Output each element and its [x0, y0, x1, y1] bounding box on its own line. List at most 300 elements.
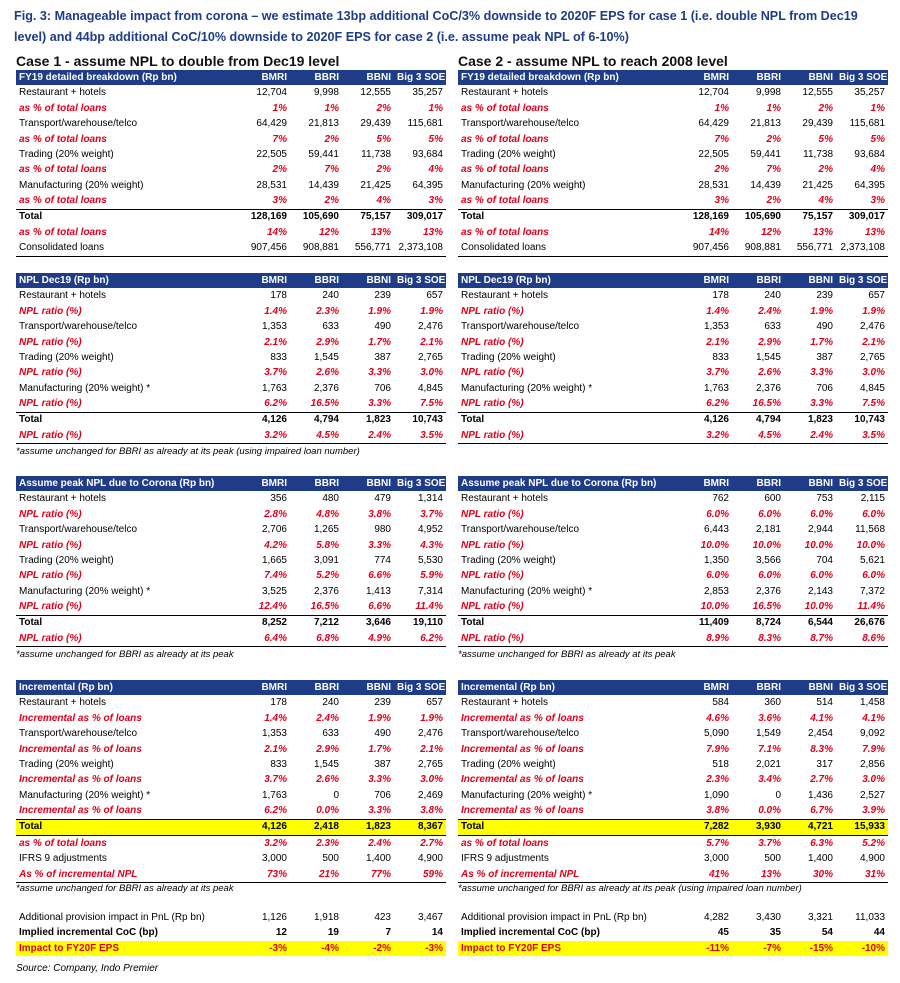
table-row — [16, 835, 446, 851]
cell-value: 35 — [769, 927, 781, 939]
cell-value: 706 — [374, 789, 391, 801]
row-label: Total — [458, 412, 680, 428]
cell-value: 4.1% — [810, 712, 833, 724]
cell-value: 1.9% — [420, 305, 443, 317]
cell-value: 3.7% — [264, 774, 287, 786]
cell-value: 4,794 — [732, 412, 784, 428]
row-label: Manufacturing (20% weight) * — [461, 789, 593, 801]
row-label: NPL ratio (%) — [16, 428, 238, 444]
case2-summary-table — [458, 910, 888, 956]
cell-value: 2.4% — [368, 837, 391, 849]
summary-row — [16, 910, 446, 925]
cell-value: 14 — [431, 927, 443, 939]
cell-value: 3% — [870, 195, 885, 207]
column-header: BBNI — [784, 70, 836, 85]
row-label: Additional provision impact in PnL (Rp bn) — [461, 911, 647, 923]
cell-value: 13% — [732, 867, 784, 883]
cell-value: 7.9% — [706, 743, 729, 755]
cell-value: 28,531 — [256, 179, 287, 191]
cell-value: 1,665 — [261, 554, 287, 566]
cell-value: 2,115 — [860, 493, 885, 505]
cell-value: 4% — [376, 195, 391, 207]
row-label: Trading (20% weight) — [19, 554, 114, 566]
table-row — [458, 85, 888, 100]
cell-value: 2% — [324, 133, 339, 145]
table-row — [458, 819, 888, 835]
cell-value: 6.0% — [758, 508, 781, 520]
cell-value: 105,690 — [290, 209, 342, 225]
cell-value: 1,823 — [784, 412, 836, 428]
cell-value: 7% — [272, 133, 287, 145]
table-row — [16, 631, 446, 647]
cell-value: 2,853 — [703, 585, 729, 597]
cell-value: 657 — [868, 290, 885, 302]
table-row — [16, 381, 446, 396]
case2-peak-note: *assume unchanged for BBRI as already at its peak — [458, 649, 676, 660]
cell-value: 753 — [816, 493, 833, 505]
cell-value: 4,900 — [859, 853, 885, 865]
table-header-row — [16, 70, 446, 85]
row-label: Manufacturing (20% weight) * — [19, 585, 151, 597]
cell-value: 2.3% — [316, 837, 339, 849]
row-label: Trading (20% weight) — [461, 351, 556, 363]
cell-value: 2% — [818, 102, 833, 114]
cell-value: 4.3% — [420, 539, 443, 551]
row-label: Transport/warehouse/telco — [461, 321, 580, 333]
cell-value: 10,743 — [836, 412, 888, 428]
row-label: Manufacturing (20% weight) * — [461, 585, 593, 597]
row-label: Implied incremental CoC (bp) — [19, 927, 158, 939]
cell-value: 2,021 — [755, 758, 781, 770]
column-header: Big 3 SOE — [836, 476, 888, 491]
cell-value: 1,400 — [807, 853, 833, 865]
table-row — [16, 522, 446, 537]
table-row — [458, 209, 888, 225]
cell-value: 1,545 — [313, 351, 339, 363]
cell-value: 657 — [426, 697, 443, 709]
cell-value: 2,706 — [261, 524, 287, 536]
cell-value: 8.3% — [732, 631, 784, 647]
column-header: BBNI — [784, 476, 836, 491]
cell-value: 2.1% — [862, 336, 885, 348]
cell-value: 45 — [717, 927, 729, 939]
cell-value: 3.3% — [810, 398, 833, 410]
cell-value: 633 — [764, 321, 781, 333]
cell-value: 5.2% — [316, 570, 339, 582]
cell-value: 3% — [428, 195, 443, 207]
cell-value: 14% — [708, 226, 729, 238]
cell-value: -2% — [342, 941, 394, 956]
table-header-row — [16, 273, 446, 288]
cell-value: 6.4% — [238, 631, 290, 647]
cell-value: 178 — [270, 697, 287, 709]
cell-value: 387 — [374, 351, 391, 363]
cell-value: 128,169 — [680, 209, 732, 225]
table-row — [458, 335, 888, 350]
cell-value: 8.3% — [810, 743, 833, 755]
cell-value: 833 — [712, 351, 729, 363]
row-label: Consolidated loans — [458, 240, 680, 256]
cell-value: 2.9% — [758, 336, 781, 348]
table-title-cell: Assume peak NPL due to Corona (Rp bn) — [16, 476, 238, 491]
cell-value: 1.4% — [264, 712, 287, 724]
cell-value: 360 — [764, 697, 781, 709]
cell-value: 4,126 — [680, 412, 732, 428]
cell-value: 1.7% — [810, 336, 833, 348]
table-title-cell: Incremental (Rp bn) — [458, 680, 680, 695]
row-label: as % of total loans — [19, 195, 107, 207]
cell-value: 317 — [816, 758, 833, 770]
table-row — [458, 726, 888, 741]
cell-value: -3% — [394, 941, 446, 956]
cell-value: 3.3% — [368, 805, 391, 817]
cell-value: 356 — [270, 493, 287, 505]
table-row — [458, 101, 888, 116]
cell-value: 1.9% — [368, 712, 391, 724]
cell-value: 1,126 — [261, 911, 287, 923]
cell-value: 6.0% — [810, 508, 833, 520]
cell-value: 105,690 — [732, 209, 784, 225]
table-row — [16, 599, 446, 615]
table-row — [16, 851, 446, 866]
cell-value: 4,845 — [859, 382, 885, 394]
row-label: Restaurant + hotels — [461, 87, 548, 99]
cell-value: 3,646 — [342, 615, 394, 631]
cell-value: 1,314 — [417, 493, 443, 505]
cell-value: -3% — [238, 941, 290, 956]
cell-value: 14,439 — [308, 179, 339, 191]
table-title-cell: NPL Dec19 (Rp bn) — [16, 273, 238, 288]
cell-value: 6.8% — [290, 631, 342, 647]
table-row — [458, 615, 888, 631]
table-row — [16, 350, 446, 365]
table-row — [16, 147, 446, 162]
case2-incremental-table — [458, 680, 888, 883]
cell-value: 3.9% — [862, 805, 885, 817]
cell-value: 3.8% — [420, 805, 443, 817]
cell-value: 6.0% — [706, 508, 729, 520]
table-row — [458, 147, 888, 162]
cell-value: 239 — [816, 290, 833, 302]
row-label: NPL ratio (%) — [19, 508, 82, 520]
table-row — [458, 538, 888, 553]
cell-value: 7% — [324, 164, 339, 176]
column-header: Big 3 SOE — [836, 70, 888, 85]
column-header: BBRI — [732, 680, 784, 695]
cell-value: 2.3% — [316, 305, 339, 317]
cell-value: -11% — [680, 941, 732, 956]
row-label: NPL ratio (%) — [19, 367, 82, 379]
cell-value: 2.7% — [810, 774, 833, 786]
cell-value: 1,823 — [342, 819, 394, 835]
table-row — [16, 726, 446, 741]
cell-value: 6,443 — [703, 524, 729, 536]
cell-value: 1,353 — [261, 321, 287, 333]
cell-value: 64,429 — [698, 118, 729, 130]
row-label: Impact to FY20F EPS — [458, 941, 680, 956]
row-label: Total — [16, 819, 238, 835]
cell-value: 2.1% — [264, 336, 287, 348]
cell-value: 93,684 — [412, 148, 443, 160]
table-row — [16, 819, 446, 835]
row-label: Restaurant + hotels — [461, 493, 548, 505]
cell-value: 11,738 — [361, 148, 391, 160]
column-header: BBRI — [290, 70, 342, 85]
table-row — [16, 209, 446, 225]
cell-value: 4% — [870, 164, 885, 176]
row-label: Impact to FY20F EPS — [16, 941, 238, 956]
cell-value: 2.7% — [420, 837, 443, 849]
row-label: Consolidated loans — [16, 240, 238, 256]
cell-value: 178 — [270, 290, 287, 302]
column-header: BMRI — [238, 680, 290, 695]
column-header: Big 3 SOE — [394, 476, 446, 491]
cell-value: 12 — [275, 927, 287, 939]
column-header: BMRI — [238, 70, 290, 85]
cell-value: 3.7% — [706, 367, 729, 379]
cell-value: 3.2% — [680, 428, 732, 444]
cell-value: 600 — [764, 493, 781, 505]
cell-value: 9,998 — [755, 87, 781, 99]
cell-value: 1,265 — [313, 524, 339, 536]
cell-value: 4,126 — [238, 412, 290, 428]
table-row — [16, 240, 446, 256]
column-header: Big 3 SOE — [836, 680, 888, 695]
cell-value: 1% — [870, 102, 885, 114]
row-label: Transport/warehouse/telco — [461, 524, 580, 536]
cell-value: 1,413 — [365, 585, 391, 597]
case2-fy19-table — [458, 70, 888, 257]
table-row — [16, 538, 446, 553]
cell-value: 28,531 — [698, 179, 729, 191]
cell-value: 2.9% — [316, 336, 339, 348]
row-label: NPL ratio (%) — [461, 570, 524, 582]
eps-impact-row — [458, 941, 888, 956]
cell-value: 2,373,108 — [836, 240, 888, 256]
cell-value: 4% — [428, 164, 443, 176]
cell-value: 11.4% — [415, 601, 443, 613]
cell-value: 2,376 — [755, 382, 781, 394]
case2-incremental-note: *assume unchanged for BBRI as already at its peak (using impaired loan number) — [458, 883, 802, 894]
cell-value: 907,456 — [680, 240, 732, 256]
row-label: Incremental as % of loans — [19, 805, 142, 817]
row-label: NPL ratio (%) — [458, 631, 680, 647]
cell-value: 8,724 — [732, 615, 784, 631]
cell-value: 9,092 — [859, 728, 885, 740]
cell-value: 22,505 — [256, 148, 287, 160]
source-note: Source: Company, Indo Premier — [16, 963, 159, 974]
table-row — [458, 116, 888, 131]
column-header: BBNI — [342, 70, 394, 85]
row-label: Manufacturing (20% weight) * — [19, 789, 151, 801]
cell-value: 2,376 — [755, 585, 781, 597]
cell-value: 6.6% — [368, 601, 391, 613]
cell-value: 10,743 — [394, 412, 446, 428]
cell-value: -4% — [290, 941, 342, 956]
cell-value: 59,441 — [750, 148, 781, 160]
table-row — [458, 350, 888, 365]
table-row — [458, 522, 888, 537]
cell-value: 15,933 — [836, 819, 888, 835]
cell-value: 2.1% — [420, 336, 443, 348]
cell-value: 6.2% — [706, 398, 729, 410]
table-title-cell: Incremental (Rp bn) — [16, 680, 238, 695]
row-label: Total — [16, 615, 238, 631]
column-header: Big 3 SOE — [836, 273, 888, 288]
table-row — [458, 507, 888, 522]
cell-value: 1,763 — [703, 382, 729, 394]
table-row — [16, 225, 446, 240]
cell-value: 2,376 — [313, 585, 339, 597]
cell-value: 1% — [272, 102, 287, 114]
cell-value: 1,436 — [807, 789, 833, 801]
cell-value: 11,568 — [855, 524, 885, 536]
cell-value: 1.9% — [810, 305, 833, 317]
cell-value: 13% — [812, 226, 833, 238]
table-header-row — [16, 476, 446, 491]
row-label: as % of total loans — [461, 133, 549, 145]
table-row — [458, 304, 888, 319]
cell-value: 7 — [385, 927, 391, 939]
case1-peak-table — [16, 476, 446, 647]
row-label: as % of total loans — [19, 102, 107, 114]
cell-value: 907,456 — [238, 240, 290, 256]
cell-value: 3,566 — [755, 554, 781, 566]
row-label: Restaurant + hotels — [461, 697, 548, 709]
cell-value: 11,738 — [803, 148, 833, 160]
cell-value: 7.5% — [862, 398, 885, 410]
cell-value: 7.5% — [420, 398, 443, 410]
table-row — [458, 240, 888, 256]
cell-value: 115,681 — [407, 118, 443, 130]
row-label: As % of incremental NPL — [16, 867, 238, 883]
row-label: Trading (20% weight) — [461, 758, 556, 770]
cell-value: 3.0% — [420, 774, 443, 786]
column-header: BBRI — [732, 273, 784, 288]
cell-value: -15% — [784, 941, 836, 956]
table-row — [16, 757, 446, 772]
cell-value: 2,476 — [859, 321, 885, 333]
table-row — [458, 867, 888, 883]
cell-value: 2.9% — [316, 743, 339, 755]
cell-value: 7,212 — [290, 615, 342, 631]
cell-value: 21,425 — [802, 179, 833, 191]
row-label: IFRS 9 adjustments — [461, 853, 549, 865]
cell-value: 2.4% — [784, 428, 836, 444]
table-row — [16, 132, 446, 147]
cell-value: 3.8% — [706, 805, 729, 817]
cell-value: 5,621 — [859, 554, 885, 566]
column-header: Big 3 SOE — [394, 273, 446, 288]
table-row — [458, 835, 888, 851]
cell-value: 706 — [374, 382, 391, 394]
cell-value: 3.3% — [368, 367, 391, 379]
table-row — [16, 412, 446, 428]
cell-value: 4.6% — [706, 712, 729, 724]
cell-value: 6.0% — [706, 570, 729, 582]
cell-value: 980 — [374, 524, 391, 536]
row-label: Total — [16, 209, 238, 225]
cell-value: 10.0% — [700, 601, 729, 613]
table-row — [458, 381, 888, 396]
cell-value: 3,091 — [313, 554, 339, 566]
table-row — [458, 851, 888, 866]
cell-value: 7% — [766, 164, 781, 176]
cell-value: 2,476 — [417, 321, 443, 333]
cell-value: 3.3% — [368, 398, 391, 410]
cell-value: 8,252 — [238, 615, 290, 631]
row-label: Transport/warehouse/telco — [461, 118, 580, 130]
cell-value: 309,017 — [836, 209, 888, 225]
row-label: Restaurant + hotels — [19, 290, 106, 302]
case1-incremental-table — [16, 680, 446, 883]
column-header: Big 3 SOE — [394, 680, 446, 695]
cell-value: 4.5% — [732, 428, 784, 444]
row-label: as % of total loans — [19, 226, 107, 238]
cell-value: 12% — [760, 226, 781, 238]
cell-value: 584 — [712, 697, 729, 709]
cell-value: 7,282 — [680, 819, 732, 835]
table-row — [16, 193, 446, 209]
eps-impact-row — [16, 941, 446, 956]
cell-value: 3,430 — [755, 911, 781, 923]
case1-incremental-note: *assume unchanged for BBRI as already at its peak — [16, 883, 234, 894]
table-row — [16, 584, 446, 599]
cell-value: 8.6% — [836, 631, 888, 647]
cell-value: 2% — [272, 164, 287, 176]
table-header-row — [16, 680, 446, 695]
column-header: BMRI — [238, 273, 290, 288]
cell-value: 5% — [376, 133, 391, 145]
table-header-row — [458, 476, 888, 491]
cell-value: 2% — [376, 164, 391, 176]
table-row — [16, 615, 446, 631]
row-label: as % of total loans — [461, 102, 549, 114]
cell-value: 479 — [374, 493, 391, 505]
cell-value: 35,257 — [412, 87, 443, 99]
cell-value: 500 — [322, 853, 339, 865]
cell-value: 16.5% — [310, 601, 339, 613]
row-label: Total — [458, 819, 680, 835]
cell-value: 21% — [290, 867, 342, 883]
row-label: Manufacturing (20% weight) * — [461, 382, 593, 394]
cell-value: -7% — [732, 941, 784, 956]
cell-value: 2,856 — [859, 758, 885, 770]
row-label: Trading (20% weight) — [461, 148, 556, 160]
table-row — [16, 335, 446, 350]
column-header: BMRI — [680, 273, 732, 288]
cell-value: 556,771 — [342, 240, 394, 256]
cell-value: 706 — [816, 382, 833, 394]
cell-value: 6.2% — [394, 631, 446, 647]
table-row — [458, 757, 888, 772]
row-label: NPL ratio (%) — [19, 398, 82, 410]
cell-value: 13% — [370, 226, 391, 238]
row-label: NPL ratio (%) — [19, 601, 82, 613]
cell-value: 10.0% — [856, 539, 885, 551]
cell-value: 500 — [764, 853, 781, 865]
cell-value: 5.2% — [862, 837, 885, 849]
cell-value: 556,771 — [784, 240, 836, 256]
cell-value: 5.8% — [316, 539, 339, 551]
cell-value: 35,257 — [854, 87, 885, 99]
row-label: Total — [16, 412, 238, 428]
cell-value: 4.1% — [862, 712, 885, 724]
cell-value: 4% — [818, 195, 833, 207]
cell-value: 7.4% — [264, 570, 287, 582]
table-row — [458, 584, 888, 599]
cell-value: 4.9% — [342, 631, 394, 647]
